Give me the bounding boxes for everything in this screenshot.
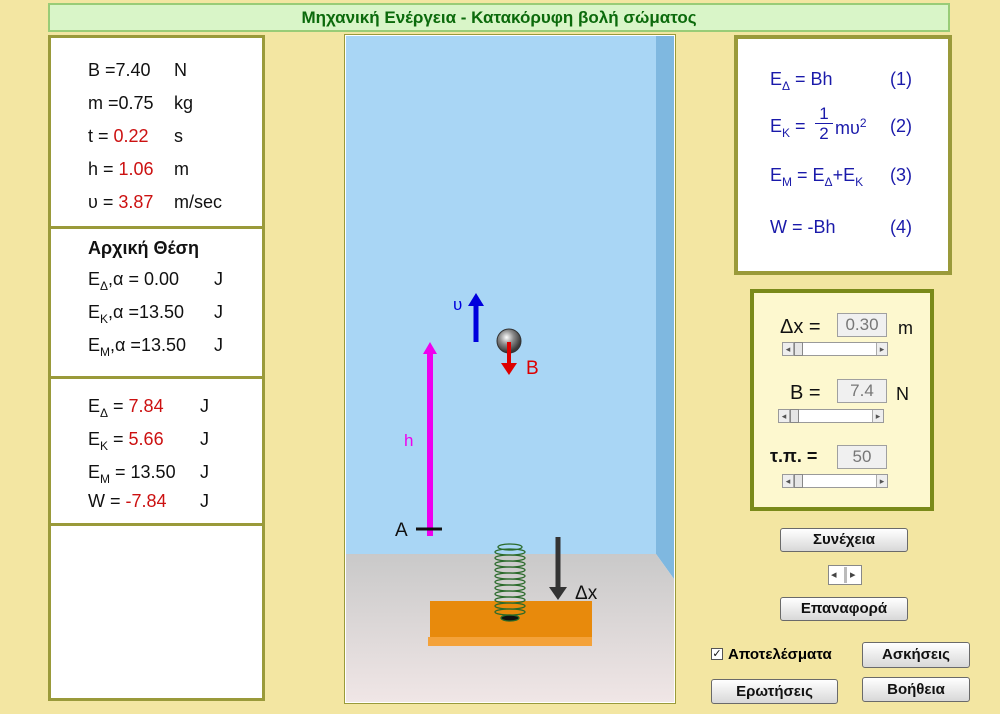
formula-3-number: (3) — [890, 165, 912, 185]
B-slider[interactable] — [778, 409, 884, 423]
sky-side-wall — [656, 36, 674, 579]
formula-2: $E_K$ = — [770, 116, 806, 140]
window-title: Μηχανική Ενέργεια - Κατακόρυφη βολή σώματος — [48, 3, 950, 32]
param-h: h = 1.06 m — [88, 159, 189, 179]
initial-ed: $E_\Delta,\alpha = 0.00$ J — [88, 269, 223, 293]
dx-slider[interactable] — [782, 342, 888, 356]
step-forward-icon[interactable]: ▸ — [850, 569, 856, 581]
dx-unit: m — [898, 318, 913, 338]
dx-slider-thumb[interactable] — [794, 342, 803, 356]
current-ed: $E_\Delta = 7.84$ J — [88, 396, 209, 420]
param-u: υ = 3.87 m/sec — [88, 192, 223, 212]
slider-right-arrow-icon[interactable]: ▸ — [876, 343, 887, 355]
slider-right-arrow-icon[interactable]: ▸ — [872, 410, 883, 422]
formulas-panel — [734, 35, 952, 275]
exercises-button[interactable]: Ασκήσεις — [862, 642, 970, 668]
help-button[interactable]: Βοήθεια — [862, 677, 970, 702]
param-t: t = 0.22 s — [88, 126, 183, 146]
u-label: υ — [453, 295, 463, 314]
continue-button[interactable]: Συνέχεια — [780, 528, 908, 552]
formula-3: $E_M = E_\Delta+E_K$ — [770, 165, 864, 189]
dx-control-label: Δx = — [780, 316, 821, 338]
step-control[interactable] — [828, 565, 862, 585]
dx-scene-label: Δx — [575, 583, 598, 604]
empty-panel — [48, 523, 265, 701]
formula-2-number: (2) — [890, 116, 912, 136]
formula-2-fraction: 1 2 — [815, 104, 833, 143]
reset-button[interactable]: Επαναφορά — [780, 597, 908, 621]
h-label: h — [404, 431, 414, 450]
initial-heading: Αρχική Θέση — [88, 238, 199, 258]
slider-left-arrow-icon[interactable]: ◂ — [783, 343, 794, 355]
formula-2-rhs: $m\upsilon^2$ — [835, 116, 867, 138]
current-em: $E_M = 13.50$ J — [88, 462, 209, 486]
results-checkbox[interactable]: ✓ — [712, 648, 722, 660]
formula-4-number: (4) — [890, 217, 912, 237]
step-divider — [844, 567, 847, 583]
param-m: m =0.75 kg — [88, 93, 194, 113]
dx-value-field[interactable]: 0.30 — [837, 313, 887, 337]
params-panel — [48, 35, 265, 229]
tp-value-field[interactable]: 50 — [837, 445, 887, 469]
sky-back-wall — [346, 36, 656, 554]
slider-left-arrow-icon[interactable]: ◂ — [783, 475, 794, 487]
formula-1-number: (1) — [890, 69, 912, 89]
B-label: B — [526, 358, 539, 379]
formula-4: W = -Bh — [770, 217, 836, 237]
B-value-field[interactable]: 7.4 — [837, 379, 887, 403]
slider-right-arrow-icon[interactable]: ▸ — [876, 475, 887, 487]
platform-front — [428, 637, 592, 646]
tp-slider[interactable] — [782, 474, 888, 488]
formula-1: $E_\Delta = Bh$ — [770, 69, 833, 93]
B-slider-thumb[interactable] — [790, 409, 799, 423]
current-energy-panel — [48, 376, 265, 526]
controls-panel — [750, 289, 934, 511]
slider-left-arrow-icon[interactable]: ◂ — [779, 410, 790, 422]
current-ek: $E_K = 5.66$ J — [88, 429, 209, 453]
tp-slider-thumb[interactable] — [794, 474, 803, 488]
initial-position-panel — [48, 226, 265, 379]
initial-em: $E_M,\alpha =13.50$ J — [88, 335, 223, 359]
results-checkbox-label[interactable]: Αποτελέσματα — [728, 646, 832, 663]
B-unit: N — [896, 384, 909, 404]
step-back-icon[interactable]: ◂ — [831, 569, 837, 581]
B-control-label: B = — [790, 382, 821, 404]
param-B: B =7.40 N — [88, 60, 187, 80]
tp-control-label: τ.π. = — [770, 446, 818, 466]
A-label: A — [395, 520, 408, 541]
simulation-canvas — [344, 34, 676, 704]
questions-button[interactable]: Ερωτήσεις — [711, 679, 838, 704]
initial-ek: $E_K,\alpha =13.50$ J — [88, 302, 223, 326]
current-w: W = -7.84 J — [88, 491, 209, 511]
